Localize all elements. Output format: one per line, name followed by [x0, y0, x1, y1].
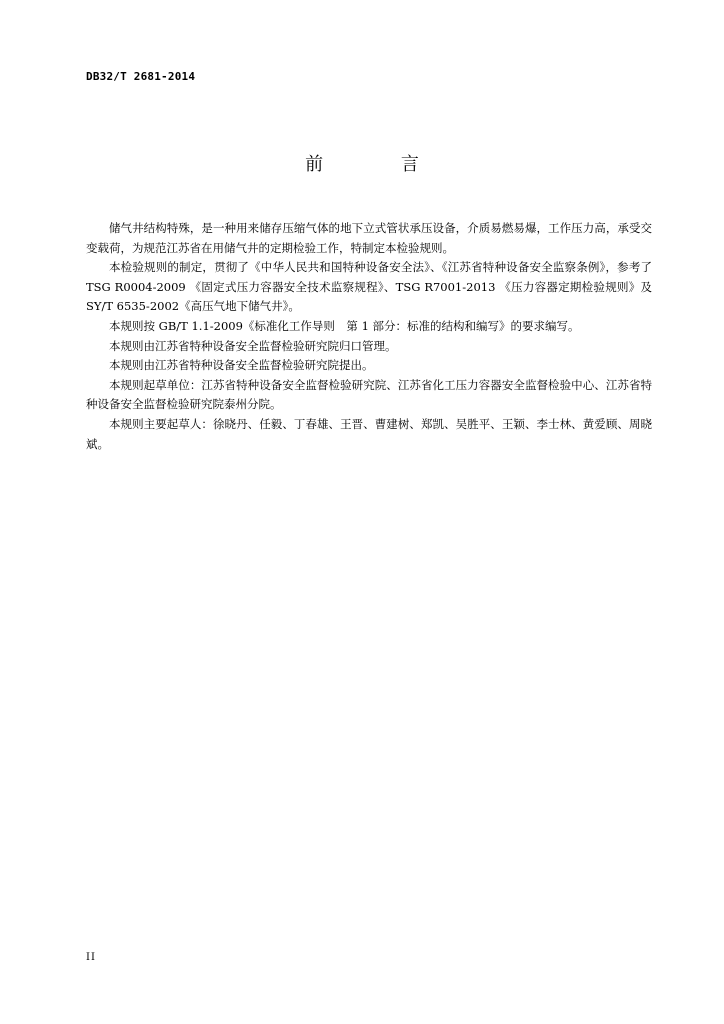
paragraph-drafting-units: 本规则起草单位：江苏省特种设备安全监督检验研究院、江苏省化工压力容器安全监督检验中心、江苏省特种设备安全监督检验研究院泰州分院。 — [86, 377, 652, 412]
paragraph-administration: 本规则由江苏省特种设备安全监督检验研究院归口管理。 — [109, 338, 397, 353]
paragraph-drafters: 本规则主要起草人：徐晓丹、任毅、丁春雄、王晋、曹建树、郑凯、吴胜平、王颖、李士林、黄爱顾、周晓斌。 — [86, 416, 652, 451]
paragraph-references: 本检验规则的制定，贯彻了《中华人民共和国特种设备安全法》、《江苏省特种设备安全监察条例》，参考了 TSG R0004-2009 《固定式压力容器安全技术监察规程》、TSG R7001-2013 《压力容器定期检验规则》及 SY/T 6535-2002《高压气地下储气井》。 — [86, 260, 652, 314]
page-number: II — [86, 952, 96, 963]
foreword-body — [86, 219, 652, 454]
paragraph-purpose: 储气井结构特殊，是一种用来储存压缩气体的地下立式管状承压设备，介质易燃易爆，工作压力高，承受交变载荷，为规范江苏省在用储气井的定期检验工作，特制定本检验规则。 — [86, 221, 652, 255]
page-title: 前 言 — [305, 154, 455, 175]
paragraph-proposer: 本规则由江苏省特种设备安全监督检验研究院提出。 — [109, 358, 374, 373]
document-code: DB32/T 2681-2014 — [86, 70, 196, 83]
paragraph-drafting-rules: 本规则按 GB/T 1.1-2009《标准化工作导则 第 1 部分：标准的结构和编写》的要求编写。 — [109, 318, 580, 333]
